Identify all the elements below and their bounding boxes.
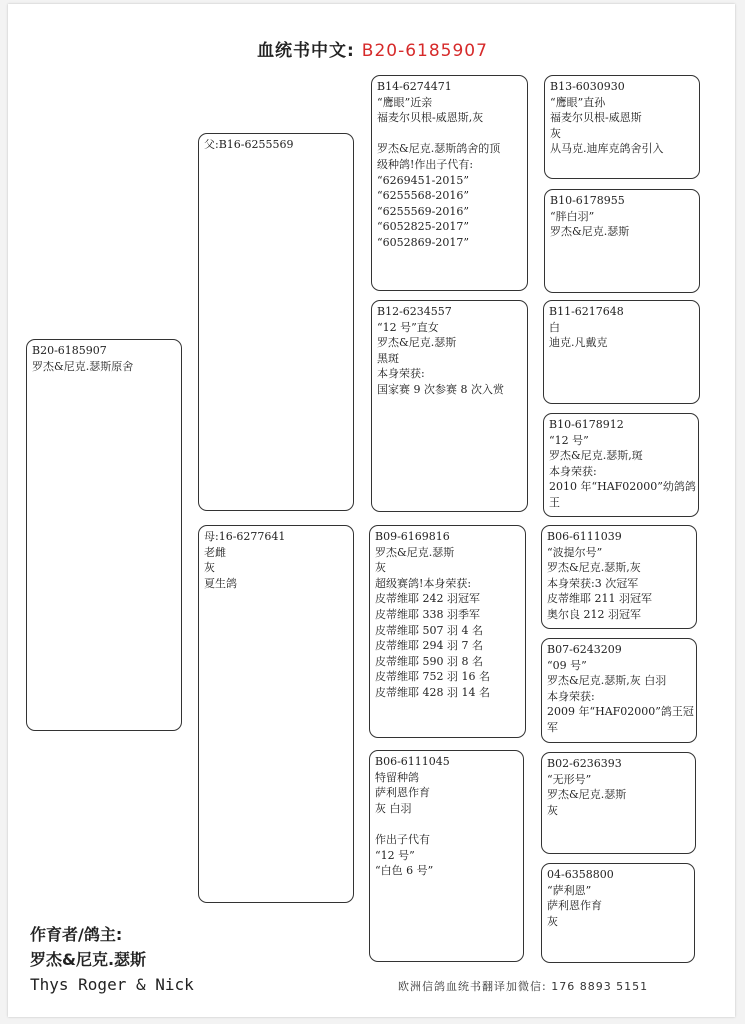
pedigree-line: 皮蒂维耶 752 羽 16 名	[375, 670, 490, 684]
pedigree-line: 本身荣获:	[377, 367, 425, 381]
pedigree-line: 04-6358800	[547, 868, 614, 881]
pedigree-line: 萨利恩作育	[547, 899, 602, 913]
pedigree-line: “胖白羽”	[550, 209, 595, 223]
pedigree-line: 罗杰&尼克.瑟斯鸽舍的顶	[377, 142, 501, 156]
pedigree-line: “鹰眼”直孙	[550, 95, 606, 109]
pedigree-line: B10-6178912	[549, 418, 624, 431]
pedigree-line: 从马克.迪库克鸽舍引入	[550, 142, 664, 156]
mother-card	[198, 525, 354, 903]
pedigree-line: 2009 年“HAF02000”鸽王冠	[547, 705, 694, 719]
pedigree-line: “6255569-2016”	[377, 204, 469, 218]
pedigree-line: 特留种鸽	[375, 770, 419, 784]
great-grandparent-card-2	[544, 189, 700, 293]
maternal-grandfather-card	[369, 525, 526, 738]
pedigree-line: 皮蒂维耶 507 羽 4 名	[375, 623, 483, 637]
pedigree-line: “12 号”直女	[377, 320, 439, 334]
pedigree-line: 福麦尔贝根-威恩斯,灰	[377, 111, 484, 125]
pedigree-line: “波提尔号”	[547, 545, 603, 559]
pedigree-line: B06-6111045	[375, 755, 450, 768]
paternal-grandmother-card	[371, 300, 528, 512]
pedigree-line: B14-6274471	[377, 80, 452, 93]
pedigree-line: 级种鸽!作出子代有:	[377, 157, 474, 171]
pedigree-line: B07-6243209	[547, 643, 622, 656]
translation-contact-footer: 欧洲信鸽血统书翻译加微信: 176 8893 5151	[398, 980, 649, 993]
pedigree-line: 本身荣获:3 次冠军	[547, 576, 639, 590]
great-grandparent-card-8	[541, 863, 695, 963]
pedigree-line: 作出子代有	[375, 832, 430, 846]
pedigree-line: 母:16-6277641	[204, 530, 286, 543]
pedigree-line: “6269451-2015”	[377, 173, 469, 187]
pedigree-line: 奥尔良 212 羽冠军	[547, 607, 641, 621]
pedigree-line: 超级赛鸽!本身荣获:	[375, 576, 472, 590]
father-card	[198, 133, 354, 511]
pedigree-line: “6052825-2017”	[377, 220, 469, 234]
pedigree-line: 罗杰&尼克.瑟斯,灰 白羽	[547, 674, 667, 688]
pedigree-line: 白	[549, 320, 560, 334]
pedigree-line: 本身荣获:	[549, 464, 597, 478]
great-grandparent-card-1	[544, 75, 700, 179]
pedigree-line: 灰	[375, 561, 386, 575]
pedigree-line: 萨利恩作育	[375, 786, 430, 800]
pedigree-line: 皮蒂维耶 590 羽 8 名	[375, 654, 483, 668]
pedigree-line: 灰	[550, 126, 561, 140]
pedigree-line: 国家赛 9 次参赛 8 次入赏	[377, 382, 504, 396]
pedigree-line: “鹰眼”近亲	[377, 95, 433, 109]
pedigree-line: 罗杰&尼克.瑟斯	[547, 788, 627, 802]
pedigree-line: B06-6111039	[547, 530, 622, 543]
pedigree-line: “白色 6 号”	[375, 864, 434, 878]
great-grandparent-card-5	[541, 525, 697, 629]
pedigree-line: 灰	[204, 561, 215, 575]
maternal-grandmother-card	[369, 750, 524, 962]
pedigree-line: 灰	[547, 803, 558, 817]
pedigree-line: 皮蒂维耶 428 羽 14 名	[375, 685, 490, 699]
pedigree-line: 父:B16-6255569	[204, 138, 294, 151]
pedigree-line: B10-6178955	[550, 194, 625, 207]
title-label: 血统书中文:	[257, 41, 355, 61]
great-grandparent-card-4	[543, 413, 699, 517]
pedigree-line: 军	[547, 720, 558, 734]
breeder-label: 作育者/鸽主:	[30, 925, 123, 944]
pedigree-line: 皮蒂维耶 338 羽季军	[375, 607, 480, 621]
pedigree-line	[375, 816, 518, 832]
pedigree-line: “萨利恩”	[547, 883, 592, 897]
pedigree-line: 王	[549, 495, 560, 509]
pedigree-line: 迪克.凡戴克	[549, 336, 608, 350]
pedigree-line: 黑斑	[377, 351, 399, 365]
pedigree-line: “12 号”	[549, 433, 589, 447]
pedigree-line: B09-6169816	[375, 530, 450, 543]
pedigree-line: 皮蒂维耶 242 羽冠军	[375, 592, 480, 606]
pedigree-line: “无形号”	[547, 772, 592, 786]
pedigree-line: 皮蒂维耶 211 羽冠军	[547, 592, 652, 606]
great-grandparent-card-6	[541, 638, 697, 743]
pedigree-line: 罗杰&尼克.瑟斯,斑	[549, 449, 643, 463]
title-ring-number: B20-6185907	[361, 41, 488, 61]
pedigree-line: 罗杰&尼克.瑟斯,灰	[547, 561, 641, 575]
pedigree-line: 福麦尔贝根-威恩斯	[550, 111, 642, 125]
pedigree-line: 罗杰&尼克.瑟斯原舍	[32, 359, 134, 373]
pedigree-line: “12 号”	[375, 848, 415, 862]
pedigree-line: 灰 白羽	[375, 801, 412, 815]
great-grandparent-card-3	[543, 300, 700, 404]
breeder-name-en: Thys Roger & Nick	[30, 975, 194, 994]
pedigree-line: 2010 年“HAF02000”幼鸽鸽	[549, 480, 696, 494]
pedigree-line: “6255568-2016”	[377, 189, 469, 203]
breeder-name-cn: 罗杰&尼克.瑟斯	[30, 950, 147, 969]
pedigree-line: 罗杰&尼克.瑟斯	[375, 545, 455, 559]
page-title	[0, 36, 745, 61]
pedigree-line: 灰	[547, 914, 558, 928]
pedigree-line: 皮蒂维耶 294 羽 7 名	[375, 639, 483, 653]
pedigree-line: B20-6185907	[32, 344, 107, 357]
pedigree-line: 本身荣获:	[547, 689, 595, 703]
pedigree-line: B11-6217648	[549, 305, 624, 318]
subject-pigeon-card	[26, 339, 182, 731]
pedigree-line: 罗杰&尼克.瑟斯	[377, 336, 457, 350]
pedigree-line: “6052869-2017”	[377, 235, 469, 249]
pedigree-line: B13-6030930	[550, 80, 625, 93]
pedigree-line: 夏生鸽	[204, 576, 237, 590]
pedigree-line: B12-6234557	[377, 305, 452, 318]
great-grandparent-card-7	[541, 752, 696, 854]
pedigree-line	[377, 126, 522, 142]
paternal-grandfather-card	[371, 75, 528, 291]
pedigree-line: 老雌	[204, 545, 226, 559]
pedigree-line: 罗杰&尼克.瑟斯	[550, 225, 630, 239]
breeder-block	[30, 922, 194, 997]
pedigree-line: “09 号”	[547, 658, 587, 672]
pedigree-line: B02-6236393	[547, 757, 622, 770]
